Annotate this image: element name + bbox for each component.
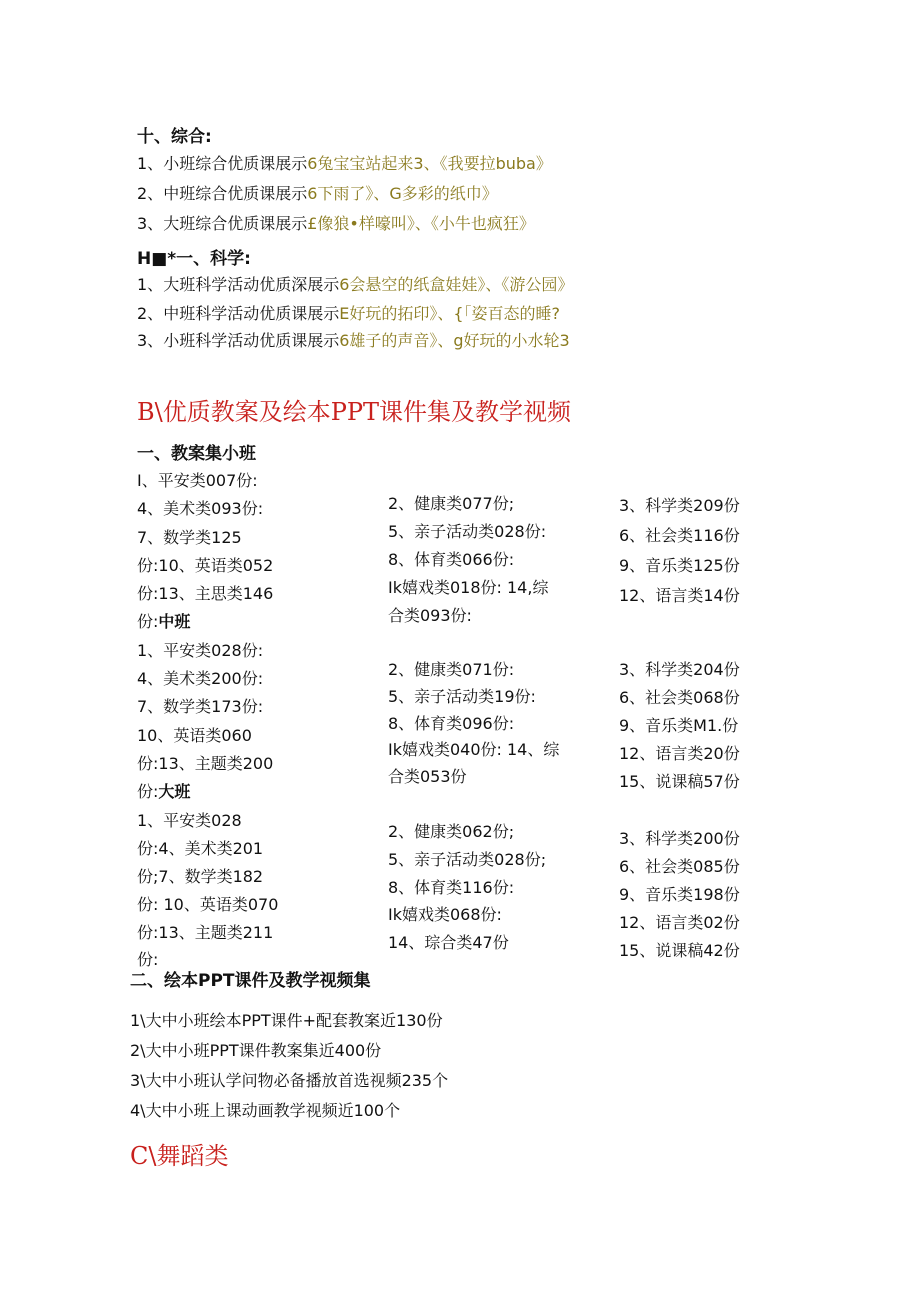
middle-col3-row: 9、音乐类M1.份 [619,716,739,735]
large-col2-row: 2、健康类062份; [388,822,515,841]
middle-col1-row: 份:13、主题类200 [137,754,274,773]
comprehensive-item: 2、中班综合优质课展示6下雨了》、G多彩的纸巾》 [137,184,498,203]
large-col3-row: 3、科学类200份 [619,829,740,848]
middle-col2-row: 5、亲子活动类19份: [388,687,536,706]
middle-col2-row: 合类053份 [388,767,467,786]
ppt-item: 4\大中小班上课动画教学视频近100个 [130,1101,401,1120]
small-col3-row: 9、音乐类125份 [619,556,740,575]
large-col2-row: 8、体育类116份: [388,878,515,897]
science-item: 2、中班科学活动优质课展示E好玩的拓印》、{「姿百态的睡? [137,304,560,323]
middle-col1-row: 4、美术类200份: [137,669,264,688]
large-col3-row: 15、说课稿42份 [619,941,740,960]
comprehensive-heading: 十、综合: [137,127,212,147]
ppt-video-heading: 二、绘本PPT课件及教学视频集 [130,971,371,991]
middle-col1-row: 7、数学类173份: [137,697,264,716]
small-col1-row: 份:10、英语类052 [137,556,274,575]
middle-col3-row: 15、说课稿57份 [619,772,740,791]
middle-col1-row: 10、英语类060 [137,726,252,745]
ppt-item: 3\大中小班认学问物必备播放首选视频235个 [130,1071,449,1090]
small-col1-row: 4、美术类093份: [137,499,264,518]
small-col3-row: 3、科学类209份 [619,496,740,515]
science-heading: H■*一、科学: [137,249,251,269]
section-c-title: C\舞蹈类 [130,1142,229,1170]
large-col2-row: 14、琮合类47份 [388,933,509,952]
large-col3-row: 9、音乐类198份 [619,885,740,904]
science-item: 1、大班科学活动优质深展示6会悬空的纸盒娃娃》、《游公园》 [137,275,574,294]
small-col1-row: 份:13、主思类146 [137,584,274,603]
section-b-title: B\优质教案及绘本PPT课件集及教学视频 [137,398,572,426]
large-col1-row: 1、平安类028 [137,811,242,830]
small-col2-row: 合类093份: [388,606,472,625]
large-col1-row: 份:4、美术类201 [137,839,264,858]
large-col3-row: 12、语言类02份 [619,913,740,932]
small-col3-row: 12、语言类14份 [619,586,740,605]
large-col2-row: 5、亲子活动类028份; [388,850,547,869]
middle-col3-row: 6、社会类068份 [619,688,740,707]
ppt-item: 2\大中小班PPT课件教案集近400份 [130,1041,382,1060]
science-item: 3、小班科学活动优质课展示6雄子的声音》、g好玩的小水轮3 [137,331,570,350]
large-class-label: 份:大班 [137,782,191,801]
middle-col2-row: Ik嬉戏类040份: 14、综 [388,740,560,759]
comprehensive-item: 1、小班综合优质课展示6兔宝宝站起来3、《我要拉buba》 [137,154,552,173]
middle-col3-row: 3、科学类204份 [619,660,740,679]
large-col2-row: Ik嬉戏类068份: [388,905,502,924]
large-col3-row: 6、社会类085份 [619,857,740,876]
small-col3-row: 6、社会类116份 [619,526,740,545]
comprehensive-item: 3、大班综合优质课展示£像狼•样嚎叫》、《小牛也疯狂》 [137,214,535,233]
small-col2-row: 2、健康类077份; [388,494,515,513]
small-col2-row: 8、体育类066份: [388,550,515,569]
middle-col3-row: 12、语言类20份 [619,744,740,763]
large-col1-row: 份:13、主题类211 [137,923,274,942]
middle-class-label: 份:中班 [137,612,191,631]
small-col2-row: 5、亲子活动类028份: [388,522,547,541]
middle-col2-row: 2、健康类071份: [388,660,515,679]
ppt-item: 1\大中小班绘本PPT课件+配套教案近130份 [130,1011,443,1030]
middle-col1-row: 1、平安类028份: [137,641,264,660]
small-col2-row: Ik嬉戏类018份: 14,综 [388,578,549,597]
large-col1-row: 份: 10、英语类070 [137,895,279,914]
middle-col2-row: 8、体育类096份: [388,714,515,733]
lesson-plan-heading: 一、教案集小班 [137,444,256,464]
large-col1-row: 份;7、数学类182 [137,867,264,886]
large-col1-row: 份: [137,950,159,969]
small-col1-row: I、平安类007份: [137,471,258,490]
small-col1-row: 7、数学类125 [137,528,242,547]
